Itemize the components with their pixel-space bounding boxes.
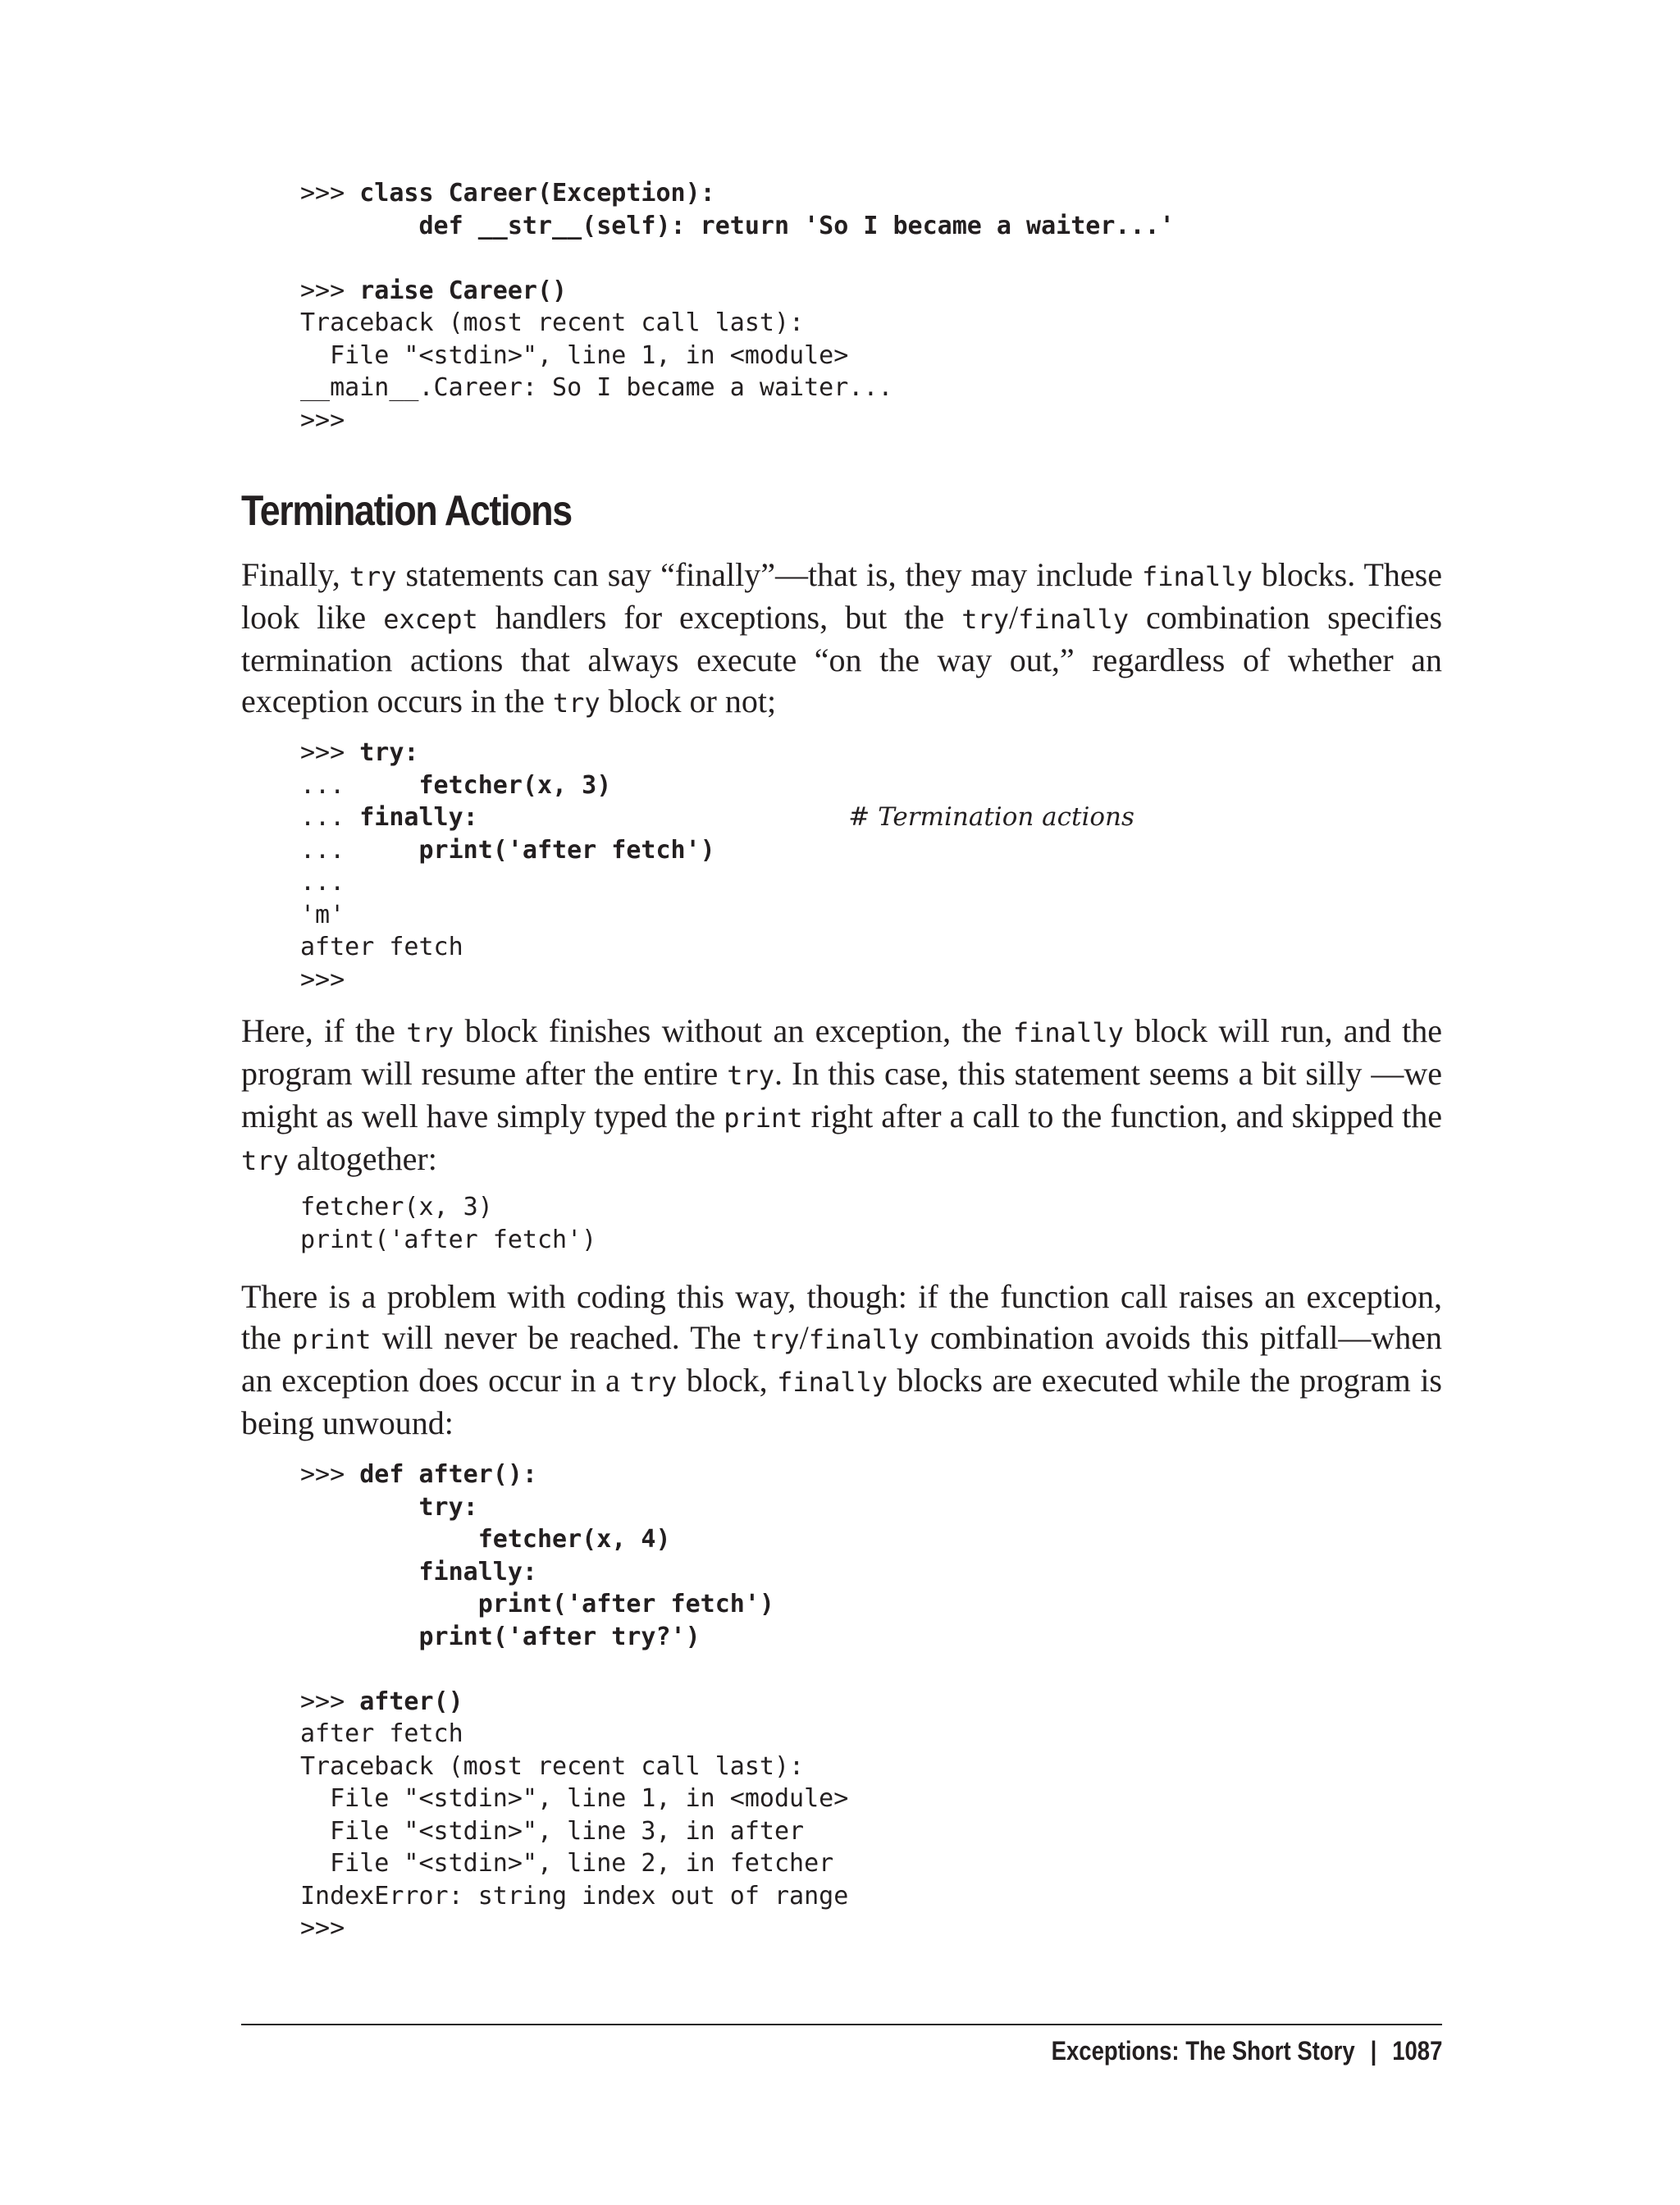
code-prompt: ... xyxy=(300,868,345,897)
code-output: 'm' xyxy=(300,900,345,929)
code-prompt: ... xyxy=(300,803,360,832)
page-footer xyxy=(1051,2034,1442,2067)
code-output: File "<stdin>", line 1, in <module> xyxy=(300,340,849,370)
code-line: raise Career() xyxy=(359,276,568,305)
code-prompt: >>> xyxy=(300,276,360,305)
text-run: / xyxy=(1009,599,1019,636)
inline-code: try xyxy=(552,687,600,719)
code-line: try: xyxy=(300,1492,478,1522)
inline-code: print xyxy=(724,1102,803,1134)
text-run: block or not; xyxy=(600,682,777,719)
code-prompt: >>> xyxy=(300,1687,360,1716)
text-run: block finishes without an exception, the xyxy=(454,1012,1013,1049)
code-prompt: >>> xyxy=(300,405,345,435)
code-line: finally: xyxy=(300,1557,537,1586)
inline-code: finally xyxy=(1141,561,1253,592)
page-number: 1087 xyxy=(1391,2036,1442,2066)
text-run: . In this case, this statement seems a bit silly —we might as well have simply typed the xyxy=(241,1055,1442,1134)
code-output: File "<stdin>", line 1, in <module> xyxy=(300,1784,849,1813)
code-line: fetcher(x, 4) xyxy=(300,1525,671,1554)
footer-chapter-title: Exceptions: The Short Story xyxy=(1051,2036,1355,2066)
code-prompt: >>> xyxy=(300,965,345,994)
paragraph-termination-intro xyxy=(241,555,1442,724)
footer-separator: | xyxy=(1370,2036,1376,2066)
text-run: combination avoids this pitfall—when an exception does occur in a xyxy=(241,1319,1443,1399)
code-block-after xyxy=(300,1459,848,1945)
inline-code: print xyxy=(292,1324,372,1355)
code-prompt: ... xyxy=(300,770,419,800)
text-run: There is a problem with coding this way, though: if the function call raises an exception, the xyxy=(241,1278,1442,1356)
text-run: statements can say “finally”—that is, they may include xyxy=(396,556,1142,593)
code-line: print('after fetch') xyxy=(418,835,715,865)
text-run: blocks are executed while the program is being unwound: xyxy=(241,1362,1442,1441)
code-output: IndexError: string index out of range xyxy=(300,1881,849,1911)
code-output: File "<stdin>", line 3, in after xyxy=(300,1816,805,1846)
code-block-try-finally xyxy=(300,737,1134,996)
inline-code: try xyxy=(629,1367,678,1398)
code-prompt: >>> xyxy=(300,738,360,767)
inline-code: except xyxy=(383,604,478,635)
code-output: after fetch xyxy=(300,1719,463,1748)
code-comment: # Termination actions xyxy=(848,802,1134,832)
text-run: blocks. These look like xyxy=(241,556,1443,636)
text-run: / xyxy=(799,1319,809,1356)
paragraph-finally-explanation xyxy=(241,1011,1442,1181)
footer-rule xyxy=(241,2024,1442,2025)
inline-code: try xyxy=(349,561,397,592)
text-run: Finally, xyxy=(241,556,349,593)
code-line: fetcher(x, 3) xyxy=(418,770,612,800)
paragraph-unwound xyxy=(241,1276,1442,1444)
text-run: combination specifies termination actions that always execute “on the way out,” regardless of whether an exception occurs in the xyxy=(241,599,1443,719)
code-block-simple xyxy=(300,1191,596,1256)
code-output: Traceback (most recent call last): xyxy=(300,1751,805,1781)
inline-code: try xyxy=(241,1145,289,1176)
text-run: block, xyxy=(677,1362,778,1399)
section-heading: Termination Actions xyxy=(241,487,572,535)
inline-code: try xyxy=(406,1017,454,1048)
code-line: after() xyxy=(359,1687,463,1716)
code-line: def __str__(self): return 'So I became a waiter...' xyxy=(300,211,1175,240)
text-run: block will run, and the program will resume after the entire xyxy=(241,1012,1442,1092)
code-block-career xyxy=(300,177,1175,436)
code-prompt: >>> xyxy=(300,1460,360,1489)
text-run: altogether: xyxy=(288,1140,437,1177)
text-run: Here, if the xyxy=(241,1012,407,1049)
inline-code: finally xyxy=(777,1367,888,1398)
code-prompt: ... xyxy=(300,835,419,865)
code-line: try: xyxy=(359,738,419,767)
text-run: will never be reached. The xyxy=(371,1319,752,1356)
text-run: right after a call to the function, and skipped the xyxy=(802,1098,1442,1134)
inline-code: finally xyxy=(1012,1017,1124,1048)
code-line: class Career(Exception): xyxy=(359,179,715,208)
inline-code: try xyxy=(961,604,1010,635)
code-spacing xyxy=(478,803,849,832)
code-output: print('after fetch') xyxy=(300,1225,597,1254)
code-output: after fetch xyxy=(300,933,463,961)
code-output: fetcher(x, 3) xyxy=(300,1193,493,1221)
code-output: Traceback (most recent call last): xyxy=(300,308,805,337)
code-output: __main__.Career: So I became a waiter... xyxy=(300,373,893,402)
code-line: print('after try?') xyxy=(300,1622,701,1651)
inline-code: try xyxy=(727,1060,775,1091)
code-line: print('after fetch') xyxy=(300,1590,774,1618)
code-line: finally: xyxy=(359,803,478,832)
inline-code: finally xyxy=(1018,604,1130,635)
inline-code: try xyxy=(751,1324,800,1355)
code-prompt: >>> xyxy=(300,179,360,208)
text-run: handlers for exceptions, but the xyxy=(477,599,962,636)
inline-code: finally xyxy=(808,1324,920,1355)
code-line: def after(): xyxy=(359,1460,537,1489)
code-prompt: >>> xyxy=(300,1914,345,1942)
code-output: File "<stdin>", line 2, in fetcher xyxy=(300,1849,834,1878)
